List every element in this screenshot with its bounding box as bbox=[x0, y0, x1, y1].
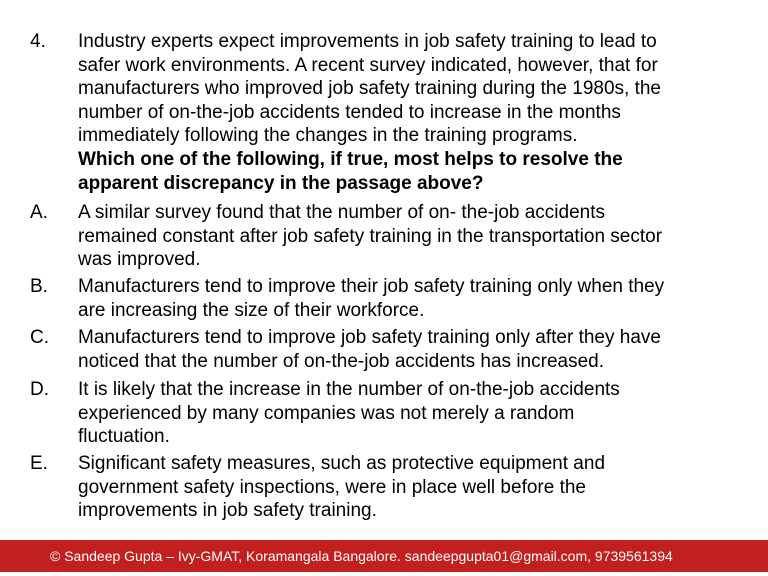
option-label: B. bbox=[30, 276, 48, 297]
question-number: 4. bbox=[30, 31, 46, 52]
option-text: It is likely that the increase in the number of on-the-job accidents experienced by many companies was not merely a random fluctuation. bbox=[78, 379, 620, 447]
option-text: A similar survey found that the number of on- the-job accidents remained constant after job safety training in the transportation sector was improved. bbox=[78, 202, 663, 270]
option-label: E. bbox=[30, 453, 48, 474]
option-label: C. bbox=[30, 327, 49, 348]
option-label: A. bbox=[30, 202, 48, 223]
option-text: Manufacturers tend to improve job safety training only after they have noticed that the number of on-the-job accidents has increased. bbox=[78, 327, 661, 372]
footer-bar bbox=[0, 540, 768, 572]
question-passage: Industry experts expect improvements in job safety training to lead to safer work environments. A recent survey indicated, however, that for manufacturers who improved job safety training during the 1980s, the number of on-the-job accidents tended to increase in the months immediately following the changes in the training programs. bbox=[78, 31, 661, 146]
option-label: D. bbox=[30, 379, 49, 400]
footer-copyright-text: © Sandeep Gupta – Ivy-GMAT, Koramangala Bangalore. sandeepgupta01@gmail.com, 9739561394 bbox=[50, 548, 673, 564]
option-text: Significant safety measures, such as protective equipment and government safety inspections, were in place well before the improvements in job safety training. bbox=[78, 453, 606, 521]
question-prompt: Which one of the following, if true, most helps to resolve the apparent discrepancy in the passage above? bbox=[78, 149, 623, 194]
option-text: Manufacturers tend to improve their job safety training only when they are increasing the size of their workforce. bbox=[78, 276, 665, 321]
